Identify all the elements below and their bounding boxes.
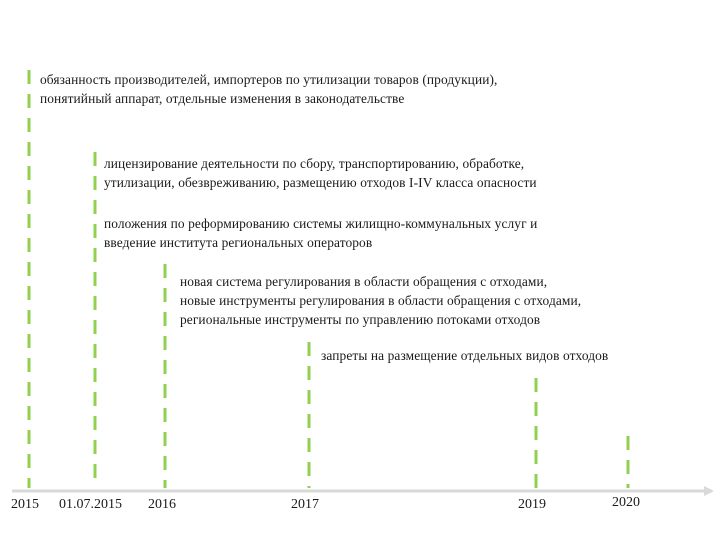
event-2017 [321, 346, 608, 365]
event-text-line: введение института региональных операторов [104, 235, 373, 250]
year-label-2015: 2015 [11, 497, 39, 512]
year-label-2016: 2016 [148, 497, 176, 512]
event-text-line: новые инструменты регулирования в области обращения с отходами, [180, 293, 582, 308]
event-text-line: положения по реформированию системы жилищно-коммунальных услуг и [104, 216, 538, 231]
event-text-line: лицензирование деятельности по сбору, транспортированию, обработке, [104, 156, 525, 171]
year-label-2020: 2020 [612, 495, 640, 510]
event-text-line: новая система регулирования в области обращения с отходами, [180, 274, 548, 289]
event-2015 [40, 70, 498, 108]
event-housing-reform [104, 214, 537, 252]
event-text-line: запреты на размещение отдельных видов отходов [321, 348, 609, 363]
event-text-line: утилизации, обезвреживанию, размещению отходов I-IV класса опасности [104, 175, 537, 190]
year-label-01-07-2015: 01.07.2015 [59, 497, 122, 512]
event-text-line: обязанность производителей, импортеров по утилизации товаров (продукции), [40, 72, 498, 87]
year-label-2019: 2019 [518, 497, 546, 512]
event-01-07-2015 [104, 154, 537, 192]
year-label-2017: 2017 [291, 497, 319, 512]
event-text-line: региональные инструменты по управлению потоками отходов [180, 312, 541, 327]
event-text-line: понятийный аппарат, отдельные изменения в законодательстве [40, 91, 405, 106]
event-2016 [180, 272, 581, 329]
